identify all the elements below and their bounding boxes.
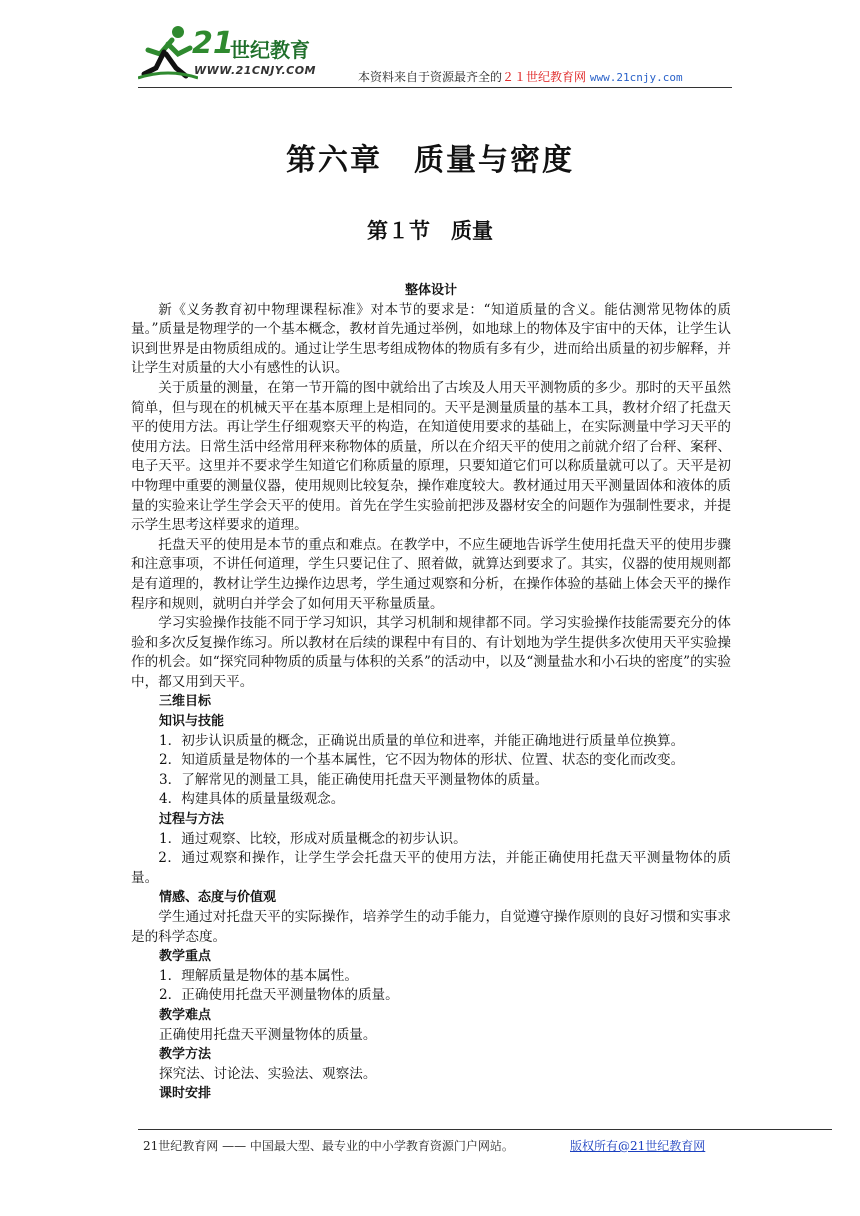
header-divider [138, 87, 732, 88]
process-item: 2．通过观察和操作，让学生学会托盘天平的使用方法，并能正确使用托盘天平测量物体的质量。 [131, 850, 731, 886]
header-tagline [358, 68, 683, 85]
method-heading: 教学方法 [159, 1047, 212, 1063]
footer-text: 21世纪教育网 —— 中国最大型、最专业的中小学教育资源门户网站。 [143, 1139, 514, 1153]
overall-paragraph-4: 学习实验操作技能不同于学习知识，其学习机制和规律都不同。学习实验操作技能需要充分的体验和多次反复操作练习。所以教材在后续的课程中有目的、有计划地为学生提供多次使用天平实验操作的机会。如“探究同种物质的质量与体积的关系”的活动中，以及“测量盐水和小石块的密度”的实验中，都又用到天平。 [131, 615, 731, 690]
key-point-item: 2．正确使用托盘天平测量物体的质量。 [159, 987, 399, 1004]
knowledge-heading: 知识与技能 [159, 714, 225, 730]
key-points-heading: 教学重点 [159, 949, 212, 965]
overall-paragraph-3: 托盘天平的使用是本节的重点和难点。在教学中，不应生硬地告诉学生使用托盘天平的使用步骤和注意事项，不讲任何道理，学生只要记住了、照着做，就算达到要求了。其实，仪器的使用规则都是有道理的，教材让学生边操作边思考，学生通过观察和分析，在操作体验的基础上体会天平的操作程序和规则，就明白并学会了如何用天平称量质量。 [131, 536, 731, 612]
knowledge-item: 2．知道质量是物体的一个基本属性，它不因为物体的形状、位置、状态的变化而改变。 [159, 752, 685, 769]
page-header [0, 0, 860, 90]
attitude-text: 学生通过对托盘天平的实际操作，培养学生的动手能力，自觉遵守操作原则的良好习惯和实事求是的科学态度。 [131, 909, 731, 945]
runner-icon [138, 24, 198, 82]
tagline-url[interactable]: www.21cnjy.com [589, 71, 683, 84]
overall-design-heading: 整体设计 [404, 283, 457, 298]
difficulty-heading: 教学难点 [159, 1007, 212, 1023]
process-heading: 过程与方法 [159, 812, 225, 828]
overall-paragraph-2: 关于质量的测量，在第一节开篇的图中就给出了古埃及人用天平测物质的多少。那时的天平虽然简单，但与现在的机械天平在基本原理上是相同的。天平是测量质量的基本工具，教材介绍了托盘天平的使用方法。再让学生仔细观察天平的构造，在知道使用要求的基础上，在实际测量中学习天平的使用方法。日常生活中经常用秤来称物体的质量，所以在介绍天平的使用之前就介绍了台秤、案秤、电子天平。这里并不要求学生知道它们称质量的原理，只要知道它们可以称质量就可以了。天平是初中物理中重要的测量仪器，使用规则比较复杂，操作难度较大。教材通过用天平测量固体和液体的质量的实验来让学生学会天平的使用。首先在学生实验前把涉及器材安全的问题作为强制性要求，并提示学生思考这样要求的道理。 [131, 379, 731, 534]
process-item: 1．通过观察、比较，形成对质量概念的初步认识。 [159, 830, 467, 847]
tagline-brand[interactable]: ２１世纪教育网 [502, 70, 587, 84]
copyright-link[interactable]: 版权所有@21世纪教育网 [570, 1139, 706, 1153]
logo-number: 21 [192, 26, 234, 61]
knowledge-item: 4．构建具体的质量量级观念。 [159, 791, 345, 808]
overall-paragraph-1: 新《义务教育初中物理课程标准》对本节的要求是：“知道质量的含义。能估测常见物体的质量。”质量是物理学的一个基本概念，教材首先通过举例，如地球上的物体及宇宙中的天体，让学生认识到世界是由物质组成的。通过让学生思考组成物体的物质有多有少，进而给出质量的初步解释，并让学生对质量的大小有感性的认识。 [131, 301, 731, 377]
logo-url: WWW.21CNJY.COM [194, 64, 316, 77]
goals-heading: 三维目标 [159, 694, 212, 710]
tagline-prefix: 本资料来自于资源最齐全的 [358, 70, 503, 84]
attitude-heading: 情感、态度与价值观 [159, 890, 277, 906]
document-body [131, 281, 731, 1104]
section-title: 第１节 质量 [367, 218, 493, 243]
footer-divider [138, 1129, 832, 1130]
knowledge-item: 1．初步认识质量的概念，正确说出质量的单位和进率，并能正确地进行质量单位换算。 [159, 732, 685, 749]
chapter-title: 第六章 质量与密度 [286, 143, 574, 178]
method-text: 探究法、讨论法、实验法、观察法。 [159, 1065, 377, 1082]
schedule-heading: 课时安排 [159, 1086, 212, 1102]
logo-text: 世纪教育 [230, 38, 310, 62]
site-logo[interactable] [138, 22, 338, 84]
knowledge-item: 3．了解常见的测量工具，能正确使用托盘天平测量物体的质量。 [159, 771, 549, 788]
key-point-item: 1．理解质量是物体的基本属性。 [159, 967, 358, 984]
difficulty-text: 正确使用托盘天平测量物体的质量。 [159, 1026, 377, 1043]
